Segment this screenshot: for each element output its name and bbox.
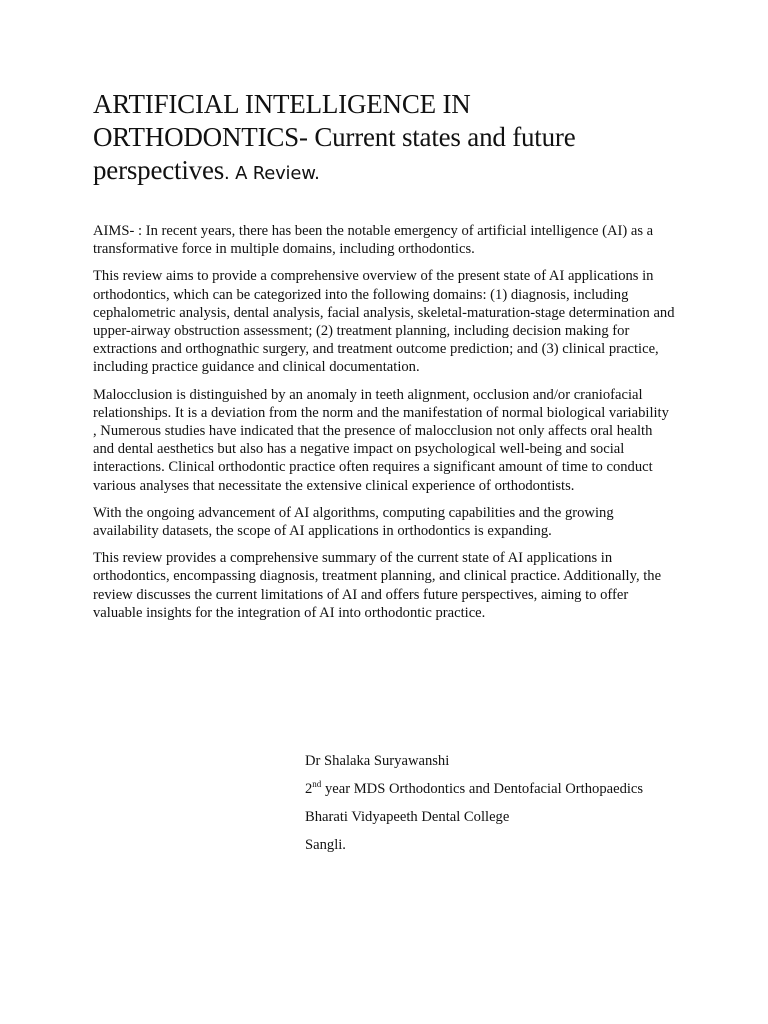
author-college: Bharati Vidyapeeth Dental College xyxy=(305,809,510,825)
title-line-1: ARTIFICIAL INTELLIGENCE IN xyxy=(93,89,471,119)
paragraph-malocclusion: Malocclusion is distinguished by an anomaly in teeth alignment, occlusion and/or craniofacial relationships. It is a deviation from the norm and the manifestation of normal biological variability , Numerous studies have indicated that the presence of malocclusion not only affects oral health and dental aesthetics but also has a negative impact on psychological well-being and social interactions. Clinical orthodontic practice often requires a significant amount of time to conduct various analyses that necessitate the extensive clinical experience of orthodontists. xyxy=(93,386,669,494)
author-city: Sangli. xyxy=(305,837,346,853)
paragraph-aims: AIMS- : In recent years, there has been the notable emergency of artificial intelligence (AI) as a transformative force in multiple domains, including orthodontics. xyxy=(93,223,654,258)
program-text: year MDS Orthodontics and Dentofacial Orthopaedics xyxy=(321,781,644,797)
title-line-2: ORTHODONTICS- Current states and future xyxy=(93,122,576,152)
paragraph-summary: This review provides a comprehensive summary of the current state of AI applications in orthodontics, encompassing diagnosis, treatment planning, and clinical practice. Additionally, the review discusses the current limitations of AI and offers future perspectives, aiming to offer valuable insights for the integration of AI into orthodontic practice. xyxy=(93,550,662,621)
year-number: 2 xyxy=(305,781,313,797)
title-line-3: perspectives xyxy=(93,155,225,185)
author-name: Dr Shalaka Suryawanshi xyxy=(305,753,450,769)
paragraph-advancement: With the ongoing advancement of AI algorithms, computing capabilities and the growing availability datasets, the scope of AI applications in orthodontics is expanding. xyxy=(93,504,614,540)
title-suffix: . A Review. xyxy=(224,163,320,184)
paragraph-review-scope: This review aims to provide a comprehensive overview of the present state of AI applications in orthodontics, which can be categorized into the following domains: (1) diagnosis, including cephalometric analysis, dental analysis, facial analysis, skeletal-maturation-stage determination and upper-airway obstruction assessment; (2) treatment planning, including decision making for extractions and orthognathic surgery, and treatment outcome prediction; and (3) clinical practice, including practice guidance and clinical documentation. xyxy=(93,268,675,376)
author-program xyxy=(305,780,725,798)
year-suffix: nd xyxy=(312,779,322,790)
document-body xyxy=(93,222,675,631)
author-block xyxy=(305,752,725,864)
document-title xyxy=(93,88,693,190)
